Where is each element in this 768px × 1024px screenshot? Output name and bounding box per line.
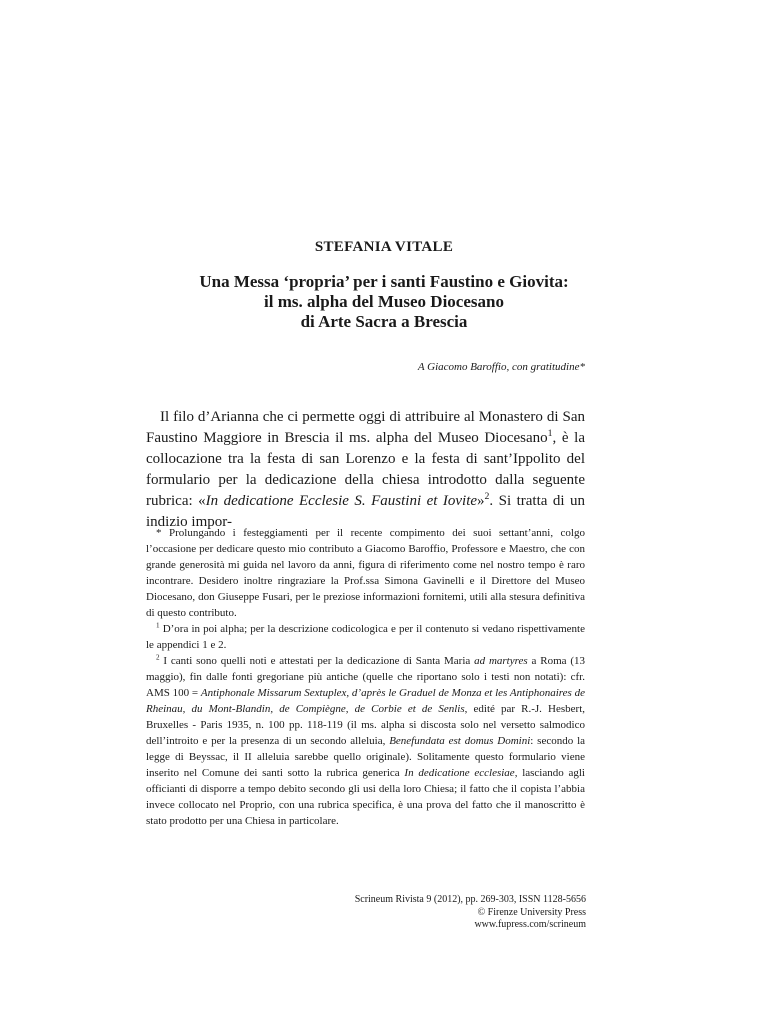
title-line: di Arte Sacra a Brescia <box>300 312 468 331</box>
rubric-quote: In dedicatione Ecclesie S. Faustini et Iovite <box>205 493 478 509</box>
footnote-2 <box>146 653 585 829</box>
footnote-ref: 1 <box>547 428 553 439</box>
footnote-text: , edité par R.-J. Hesbert, Bruxelles - Paris 1935, n. 100 pp. 118-119 (il ms. alpha si discosta solo nel versetto salmodico dell’introito e per la presenza di un secondo alleluia, <box>146 703 585 747</box>
footer-copyright: © Firenze University Press <box>477 906 586 918</box>
footnote-ref: 2 <box>484 491 490 502</box>
footnote-italic: Antiphonale Missarum Sextuplex, d’après le Graduel de Monza et les Antiphonaires de Rheinau, du Mont-Blandin, de Compiègne, de Corbie et de Senlis <box>146 687 586 715</box>
body-paragraph <box>146 407 585 533</box>
footnote-number: 1 <box>156 621 160 630</box>
footnote-star: * Prolungando i festeggiamenti per il recente compimento dei suoi settant’anni, colgo l’occasione per dedicare questo mio contributo a Giacomo Baroffio, Professore e Maestro, che con grande generosità mi guida nel lavoro da anni, figura di riferimento come nel nostro tempo è raro incontrare. Desidero inoltre ringraziare la Prof.ssa Simona Gavinelli e il Direttore del Museo Diocesano, don Giuseppe Fusari, per le preziose informazioni fornitemi, utili alla stesura definitiva di questo contributo. <box>146 527 585 619</box>
body-text-span: Il filo d’Arianna che ci permette oggi di attribuire al Monastero di San Faustino Maggiore in Brescia il ms. alpha del Museo Diocesano <box>146 409 585 446</box>
body-text-span: . Si tratta di un indizio impor- <box>146 493 585 530</box>
footnote-italic: In dedicatione ecclesiae <box>404 767 515 779</box>
footnote-italic: ad martyres <box>474 655 528 667</box>
footnote-text: I canti sono quelli noti e attestati per la dedicazione di Santa Maria <box>159 655 475 667</box>
title-line: il ms. alpha del Museo Diocesano <box>264 292 504 311</box>
dedication: A Giacomo Baroffio, con gratitudine* <box>417 361 585 373</box>
footnote-italic: Benefundata est domus Domini <box>389 735 531 747</box>
footnote-1 <box>146 621 585 653</box>
author-name: STEFANIA VITALE <box>314 239 454 255</box>
footnote-text: , lasciando agli officianti di disporre a tempo debito secondo gli usi della loro Chiesa; il fatto che il copista l’abbia invece collocato nel Proprio, con una rubrica specifica, è una prova del fatto che il manoscritto è stato prodotto per una Chiesa in particolare. <box>146 767 585 827</box>
footnote-text: : secondo la legge di Beyssac, il II alleluia sarebbe quello originale). Solitamente questo formulario viene inserito nel Comune dei santi sotto la rubrica generica <box>146 735 586 779</box>
footer-url: www.fupress.com/scrineum <box>474 919 586 930</box>
footer-citation: Scrineum Rivista 9 (2012), pp. 269-303, ISSN 1128-5656 <box>354 894 586 905</box>
footnote-text: a Roma (13 maggio), fin dalle fonti gregoriane più antiche (quelle che riportano solo i testi non notati): cfr. AMS 100 = <box>146 655 586 699</box>
footnote-text: D’ora in poi alpha; per la descrizione codicologica e per il contenuto si vedano rispettivamente le appendici 1 e 2. <box>146 623 585 651</box>
body-text-span: » <box>477 493 485 509</box>
title-line: Una Messa ‘propria’ per i santi Faustino e Giovita: <box>199 272 569 291</box>
footnote-number: 2 <box>156 653 160 662</box>
body-text <box>146 407 585 533</box>
footnotes <box>146 525 585 829</box>
article-title <box>0 272 768 332</box>
body-text-span: , è la collocazione tra la festa di san Lorenzo e la festa di sant’Ippolito del formulario per la dedicazione della chiesa introdotto dalla seguente rubrica: « <box>146 430 585 509</box>
journal-footer <box>355 894 586 932</box>
